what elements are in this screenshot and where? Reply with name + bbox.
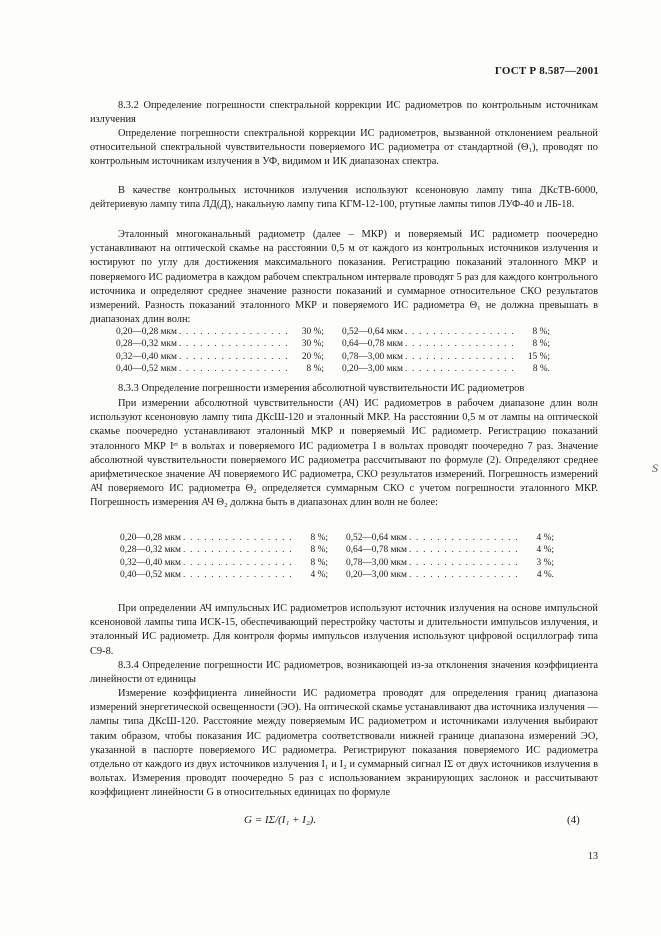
page-number: 13: [588, 851, 598, 862]
margin-mark: S: [652, 461, 658, 475]
value-cell: 8 %;: [532, 327, 550, 337]
value-cell: 4 %;: [536, 533, 554, 543]
value-cell: 8 %;: [310, 557, 328, 568]
value-cell: 8 %.: [532, 364, 550, 375]
range-cell: 0,28—0,32 мкм: [120, 545, 181, 556]
formula-number: (4): [567, 814, 580, 826]
range-cell: 0,64—0,78 мкм: [342, 339, 403, 350]
value-cell: 8 %;: [306, 364, 324, 375]
range-cell: 0,78—3,00 мкм: [346, 557, 407, 568]
table-row: 0,40—0,52 мкм . . . . . . . . . . . . . . . . 4 %; 0,20—3,00 мкм . . . . . . . . . . . . . . . . 4 %.: [120, 570, 554, 581]
value-cell: 8 %;: [310, 545, 328, 556]
table-row: 0,32—0,40 мкм . . . . . . . . . . . . . . . . 20 %; 0,78—3,00 мкм . . . . . . . . . . . . . . . . 15 %;: [116, 351, 550, 362]
value-cell: 8 %;: [310, 533, 328, 543]
error-limits-table-2: [120, 532, 554, 582]
value-cell: 30 %;: [301, 339, 324, 350]
section-8-3-3-title: 8.3.3 Определение погрешности измерения абсолютной чувствительности ИС радиометров: [118, 383, 525, 394]
paragraph-8-3-3-a: При измерении абсолютной чувствительности (АЧ) ИС радиометров в рабочем диапазоне длин волн используют ксеноновую лампу типа ДКсШ-120 и эталонный МКР. На расстоянии 0,5 м от лампы на оптической скамье поочередно устанавливают эталонный МКР и поверяемый ИС радиометр. Регистрацию показаний эталонного МКР Iᵉᵗ в вольтах и поверяемого ИС радиометра I в вольтах проводят поочередно 7 раз. Значение абсолютной чувствительности поверяемого ИС радиометра рассчитывают по формуле (2). Определяют среднее арифметическое значение АЧ поверяемого ИС радиометра, СКО результатов измерений. Погрешность измерений АЧ поверяемого ИС радиометра Θ₂ определяется суммарным СКО с учетом погрешности эталонного МКР. Погрешность измерения АЧ Θ₂ должна быть в диапазонах длин волн не более:: [90, 398, 598, 509]
value-cell: 4 %;: [536, 545, 554, 556]
value-cell: 20 %;: [301, 351, 324, 362]
value-cell: 3 %;: [536, 557, 554, 568]
table-row: 0,20—0,28 мкм . . . . . . . . . . . . . . . . 30 %; 0,52—0,64 мкм . . . . . . . . . . . . . . . . 8 %;: [116, 327, 550, 337]
range-cell: 0,52—0,64 мкм: [342, 327, 403, 337]
range-cell: 0,28—0,32 мкм: [116, 339, 177, 350]
paragraph-8-3-3-b: При определении АЧ импульсных ИС радиометров используют источник излучения на основе импульсной ксеноновой лампы типа ИСК-15, обеспечивающий перестройку частоты и длительности импульсов излучения, и эталонный ИС радиометр. Для контроля формы импульсов излучения используют цифровой осциллограф типа С9-8.: [90, 603, 598, 657]
error-limits-table-1: [116, 326, 550, 376]
formula-4: G = IΣ/(I₁ + I₂).: [244, 814, 317, 826]
paragraph-8-3-2-b: В качестве контрольных источников излучения используют ксеноновую лампу типа ДКсТВ-6000, дейтериевую лампу типа ЛД(Д), накальную лампу типа КГМ-12-100, ртутные лампы типов ЛУФ-40 и ЛБ-18.: [90, 185, 598, 211]
range-cell: 0,20—0,28 мкм: [116, 327, 177, 337]
value-cell: 4 %;: [310, 570, 328, 581]
section-8-3-2-title: 8.3.2 Определение погрешности спектральной коррекции ИС радиометров по контрольным источникам излучения: [90, 100, 598, 126]
table-row: 0,32—0,40 мкм . . . . . . . . . . . . . . . . 8 %; 0,78—3,00 мкм . . . . . . . . . . . . . . . . 3 %;: [120, 557, 554, 568]
value-cell: 15 %;: [527, 351, 550, 362]
range-cell: 0,20—3,00 мкм: [342, 364, 403, 375]
range-cell: 0,32—0,40 мкм: [120, 557, 181, 568]
standard-header: ГОСТ Р 8.587—2001: [494, 65, 599, 77]
value-cell: 4 %.: [536, 570, 554, 581]
value-cell: 8 %;: [532, 339, 550, 350]
range-cell: 0,40—0,52 мкм: [116, 364, 177, 375]
table-row: 0,20—0,28 мкм . . . . . . . . . . . . . . . . 8 %; 0,52—0,64 мкм . . . . . . . . . . . . . . . . 4 %;: [120, 533, 554, 543]
range-cell: 0,52—0,64 мкм: [346, 533, 407, 543]
range-cell: 0,20—3,00 мкм: [346, 570, 407, 581]
range-cell: 0,32—0,40 мкм: [116, 351, 177, 362]
paragraph-8-3-2-c: Эталонный многоканальный радиометр (далее – МКР) и поверяемый ИС радиометр поочередно устанавливают на оптической скамье на расстоянии 0,5 м от каждого из контрольных источников излучения и юстируют по углу для достижения максимального показания. Регистрацию показаний эталонного МКР и поверяемого ИС радиометра в каждом рабочем спектральном интервале проводят 5 раз для каждого контрольного источника и определяют среднее значение разности показаний и суммарное относительное СКО результатов измерений. Разность показаний эталонного МКР и поверяемого ИС радиометра Θ₁ не должна превышать в диапазонах длин волн:: [90, 229, 598, 326]
range-cell: 0,20—0,28 мкм: [120, 533, 181, 543]
value-cell: 30 %;: [301, 327, 324, 337]
table-row: 0,28—0,32 мкм . . . . . . . . . . . . . . . . 30 %; 0,64—0,78 мкм . . . . . . . . . . . . . . . . 8 %;: [116, 339, 550, 350]
paragraph-8-3-4-a: Измерение коэффициента линейности ИС радиометра проводят для определения границ диапазона измерений энергетической освещенности (ЭО). На оптической скамье устанавливают два источника излучения — лампы типа ДКсШ-120. Расстояние между поверяемым ИС радиометром и источниками излучения выбирают таким образом, чтобы показания ИС радиометра соответствовали нижней границе диапазона измерений ЭО, указанной в паспорте поверяемого ИС радиометра. Регистрируют показания поверяемого ИС радиометра отдельно от каждого из двух источников излучения I₁ и I₂ и суммарный сигнал IΣ от двух источников излучения в вольтах. Измерения проводят поочередно 5 раз с использованием экранирующих заслонок и рассчитывают коэффициент линейности G в относительных единицах по формуле: [90, 688, 598, 799]
range-cell: 0,78—3,00 мкм: [342, 351, 403, 362]
range-cell: 0,40—0,52 мкм: [120, 570, 181, 581]
table-row: 0,40—0,52 мкм . . . . . . . . . . . . . . . . 8 %; 0,20—3,00 мкм . . . . . . . . . . . . . . . . 8 %.: [116, 364, 550, 375]
paragraph-8-3-2-a: Определение погрешности спектральной коррекции ИС радиометров, вызванной отклонением реальной относительной спектральной чувствительности поверяемого ИС радиометра от стандартной (Θ₁), проводят по контрольным источникам излучения в УФ, видимом и ИК диапазонах спектра.: [90, 128, 598, 168]
table-row: 0,28—0,32 мкм . . . . . . . . . . . . . . . . 8 %; 0,64—0,78 мкм . . . . . . . . . . . . . . . . 4 %;: [120, 545, 554, 556]
range-cell: 0,64—0,78 мкм: [346, 545, 407, 556]
section-8-3-4-title: 8.3.4 Определение погрешности ИС радиометров, возникающей из-за отклонения значения коэффициента линейности от единицы: [90, 660, 598, 686]
